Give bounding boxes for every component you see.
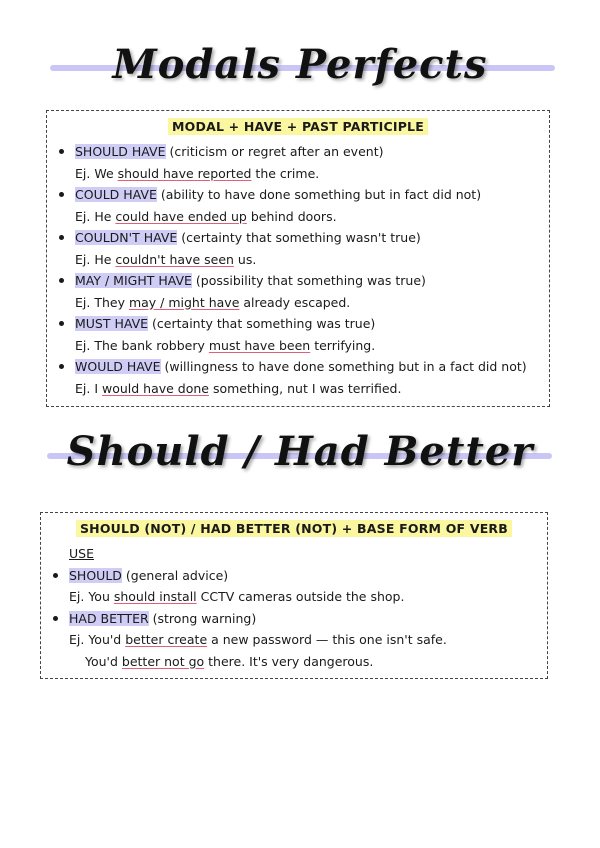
example-highlight: better not go (121, 653, 205, 669)
modal-label: WOULD HAVE (75, 359, 161, 374)
example-text: Ej. We (75, 165, 118, 181)
title-modals-perfects (0, 35, 600, 105)
modal-description: (certainty that something wasn't true) (177, 230, 421, 245)
example-highlight: should install (113, 589, 197, 604)
modal-description: (general advice) (121, 567, 229, 583)
bullet-icon (59, 149, 64, 154)
modal-description: (certainty that something was true) (148, 316, 376, 331)
modal-label: MUST HAVE (75, 316, 149, 331)
list-item (41, 565, 547, 608)
modal-description: (ability to have done something but in fact did not) (156, 187, 482, 202)
example-highlight: should have reported (117, 165, 252, 181)
title-should-had-better (0, 420, 600, 490)
example-highlight: may / might have (128, 294, 240, 310)
list-item (41, 608, 547, 673)
example-highlight: could have ended up (115, 208, 247, 224)
example-text: Ej. You (69, 589, 114, 604)
example-text: something, nut I was terrified. (209, 380, 402, 396)
modal-label: MAY / MIGHT HAVE (75, 273, 192, 288)
list-item (47, 270, 549, 313)
list-item (47, 184, 549, 227)
bullet-icon (59, 278, 64, 283)
bullet-icon (53, 616, 58, 621)
example-text: Ej. He (75, 208, 116, 224)
formula-label: SHOULD (NOT) / HAD BETTER (NOT) + BASE FORM OF VERB (76, 520, 512, 537)
section-title: Should / Had Better (66, 428, 534, 475)
bullet-icon (53, 573, 58, 578)
modal-description: (willingness to have done something but in a fact did not) (160, 359, 527, 374)
example-text: us. (233, 251, 257, 267)
list-item (47, 313, 549, 356)
example-text: Ej. The bank robbery (75, 337, 209, 353)
list-item (47, 141, 549, 184)
example-text: Ej. I (75, 380, 102, 396)
example-text: a new password — this one isn't safe. (207, 632, 447, 647)
example-text: Ej. You'd (69, 632, 126, 647)
list-item (47, 356, 549, 399)
modal-label: HAD BETTER (69, 610, 149, 626)
example-text: terrifying. (310, 337, 376, 353)
bullet-icon (59, 235, 64, 240)
modal-description: (possibility that something was true) (191, 273, 426, 288)
should-had-better-box (40, 512, 548, 679)
bullet-icon (59, 364, 64, 369)
modal-label: SHOULD HAVE (75, 144, 166, 159)
example-highlight: would have done (101, 380, 209, 396)
example-highlight: couldn't have seen (115, 251, 234, 267)
modal-label: SHOULD (69, 567, 122, 583)
example-highlight: must have been (208, 337, 311, 353)
modal-description: (strong warning) (148, 610, 257, 626)
modal-label: COULDN'T HAVE (75, 230, 178, 245)
example-text: You'd (85, 653, 122, 669)
modal-description: (criticism or regret after an event) (165, 144, 384, 159)
example-text: behind doors. (246, 208, 337, 224)
use-heading: USE (69, 546, 94, 561)
example-text: already escaped. (239, 294, 351, 310)
example-text: CCTV cameras outside the shop. (196, 589, 405, 604)
formula-label: MODAL + HAVE + PAST PARTICIPLE (168, 118, 428, 135)
example-text: the crime. (251, 165, 320, 181)
modal-label: COULD HAVE (75, 187, 157, 202)
example-highlight: better create (125, 632, 208, 647)
page-title: Modals Perfects (112, 41, 488, 88)
example-text: Ej. They (75, 294, 129, 310)
example-text: Ej. He (75, 251, 116, 267)
example-text: there. It's very dangerous. (204, 653, 374, 669)
bullet-icon (59, 321, 64, 326)
list-item (47, 227, 549, 270)
modals-perfects-box (46, 110, 550, 407)
bullet-icon (59, 192, 64, 197)
